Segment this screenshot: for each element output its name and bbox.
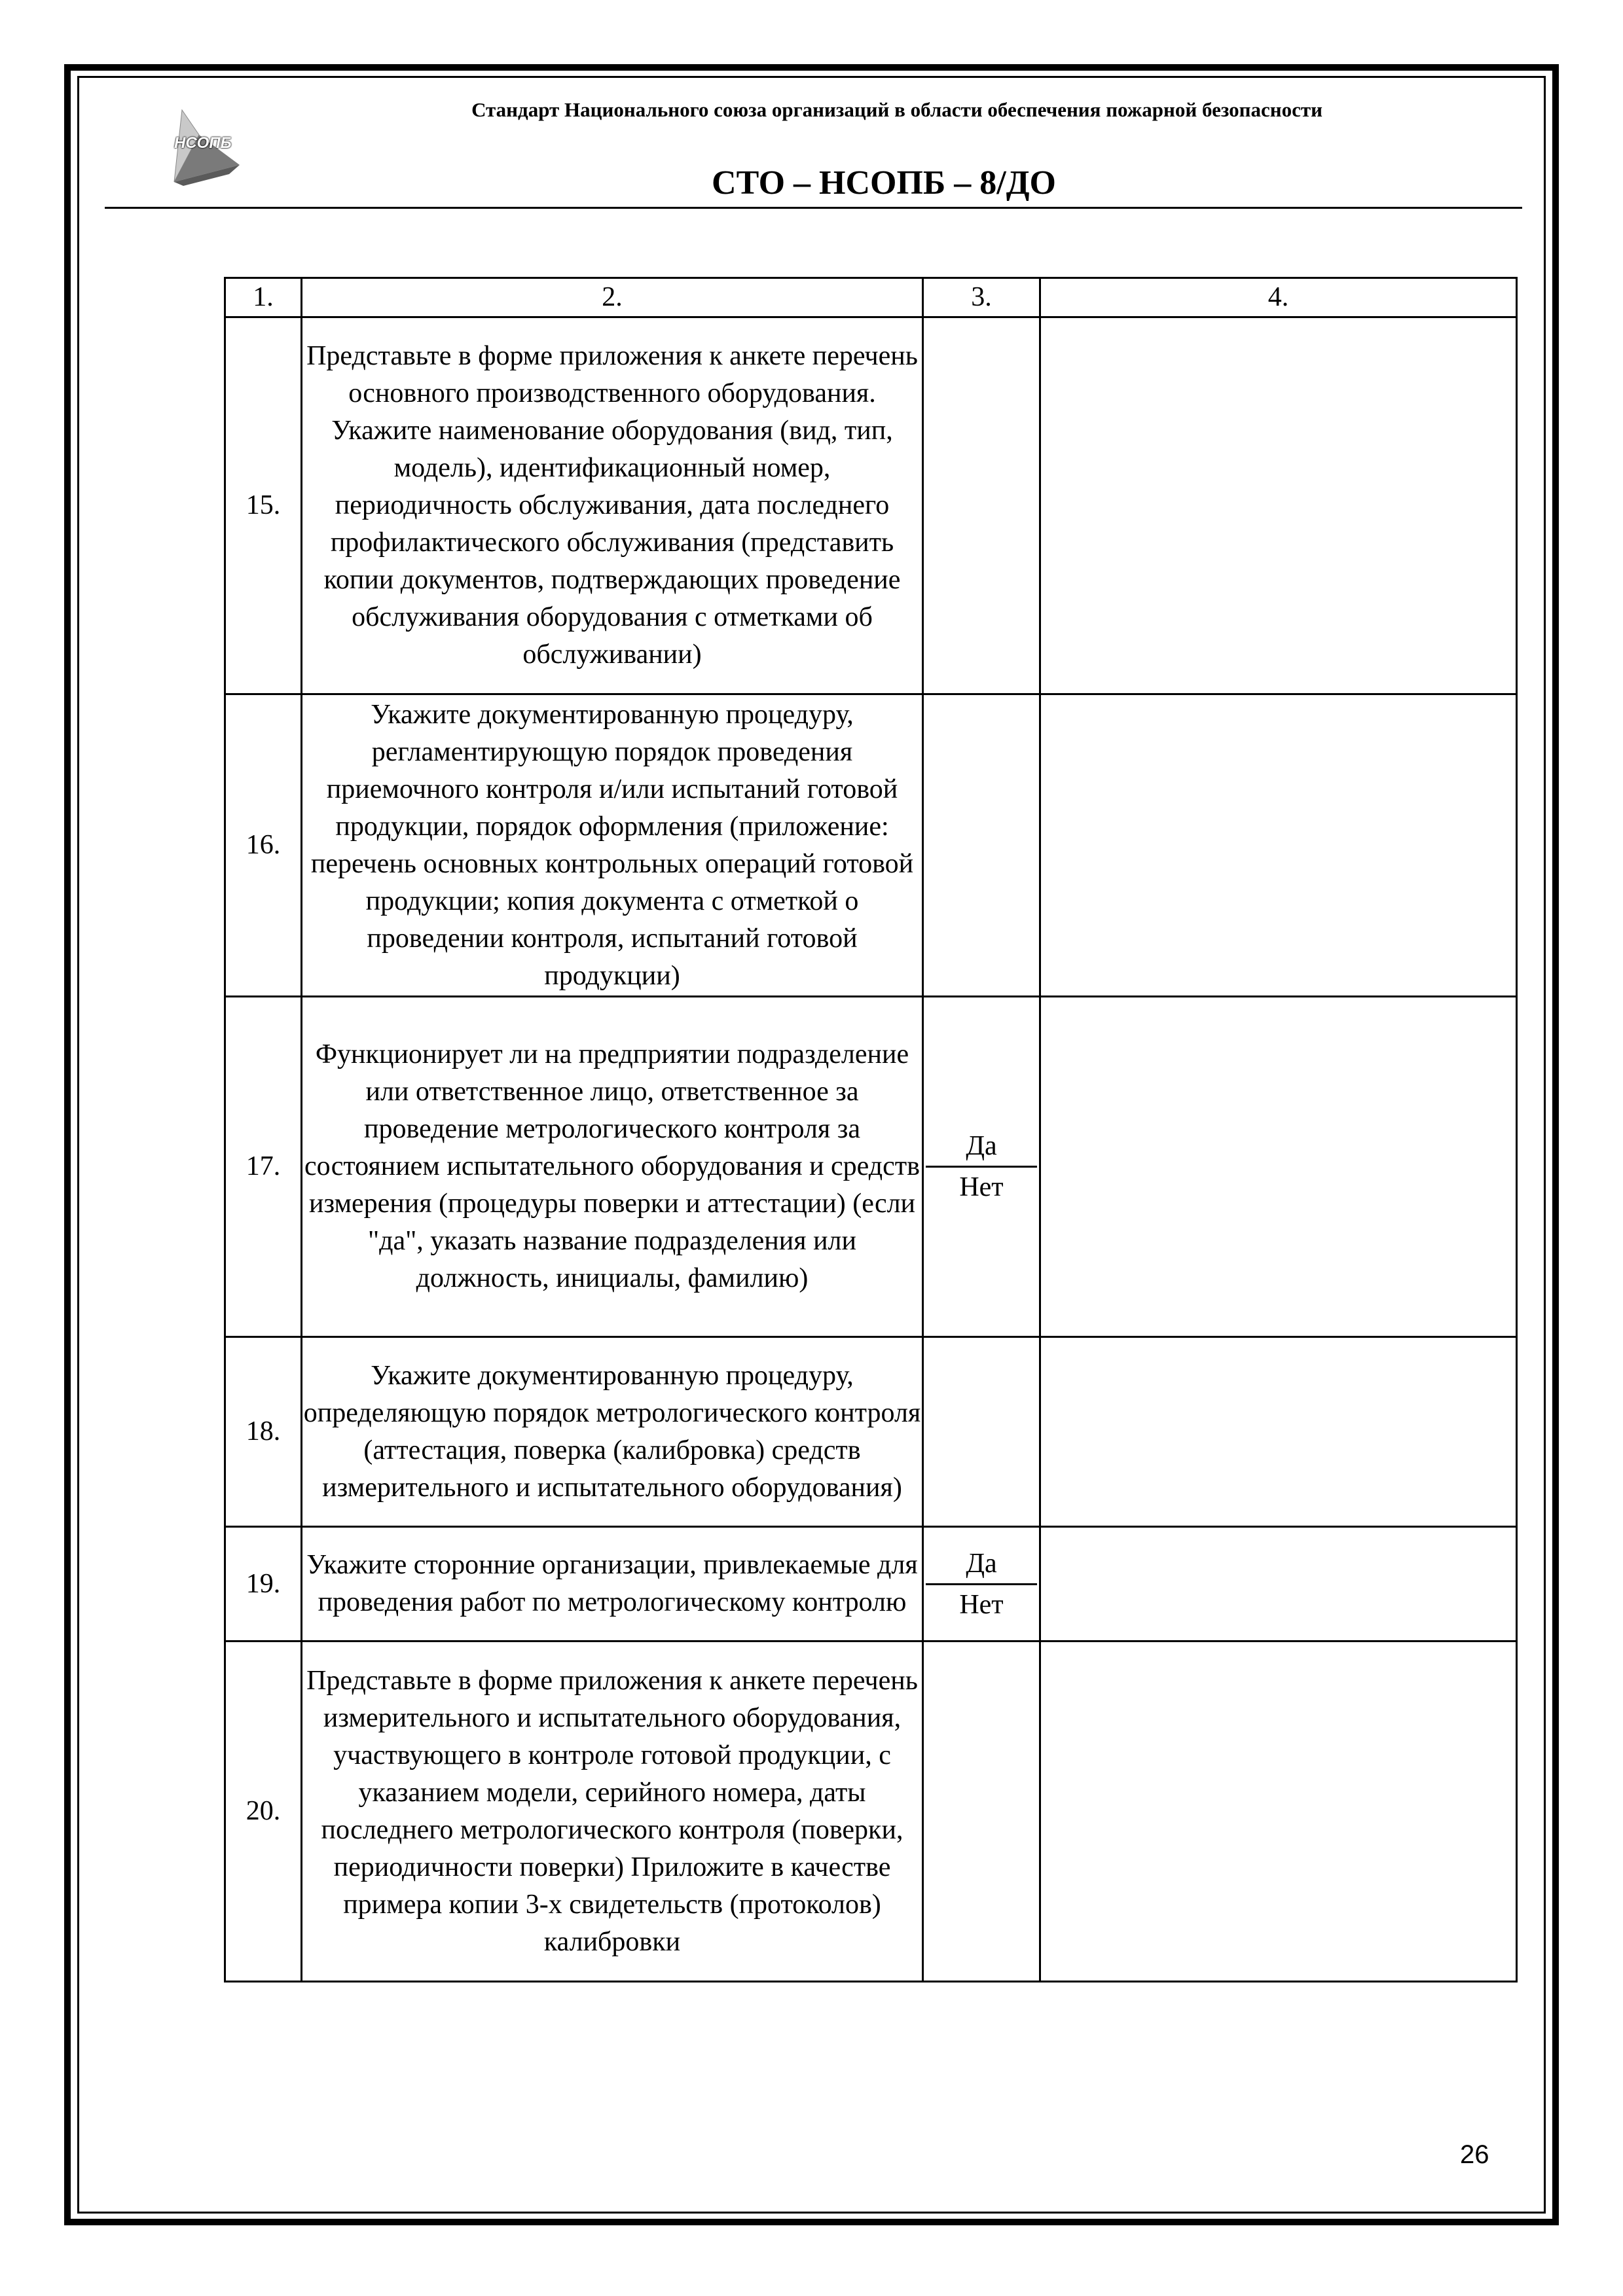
document-code: СТО – НСОПБ – 8/ДО bbox=[712, 164, 1056, 202]
answer-no[interactable]: Нет bbox=[959, 1172, 1004, 1202]
header-divider bbox=[105, 207, 1522, 209]
questionnaire-table bbox=[224, 277, 1518, 1982]
logo-text: НСОПБ bbox=[174, 134, 232, 152]
row-question: Укажите документированную процедуру, регламентирующую порядок проведения приемочного контроля и/или испытаний готовой продукции, порядок оформления (приложение: перечень основных контрольных операций готовой продукции; копия документа с отметкой о проведении контроля, испытаний готовой продукции) bbox=[302, 694, 923, 997]
answer-cell bbox=[923, 997, 1040, 1337]
note-cell[interactable] bbox=[1040, 694, 1517, 997]
row-number: 15. bbox=[225, 317, 302, 694]
row-number: 20. bbox=[225, 1641, 302, 1982]
answer-cell[interactable] bbox=[923, 317, 1040, 694]
row-question: Укажите сторонние организации, привлекаемые для проведения работ по метрологическому контролю bbox=[302, 1527, 923, 1641]
row-question: Представьте в форме приложения к анкете перечень основного производственного оборудования. Укажите наименование оборудования (вид, тип, модель), идентификационный номер, периодичность обслуживания, дата последнего профилактического обслуживания (представить копии документов, подтверждающих проведение обслуживания оборудования с отметками об обслуживании) bbox=[302, 317, 923, 694]
note-cell[interactable] bbox=[1040, 1527, 1517, 1641]
answer-cell[interactable] bbox=[923, 1337, 1040, 1527]
table-row bbox=[225, 1337, 1517, 1527]
table-row bbox=[225, 317, 1517, 694]
table-row bbox=[225, 1641, 1517, 1982]
table-header-row bbox=[225, 278, 1517, 317]
column-header-3: 3. bbox=[923, 278, 1040, 317]
answer-cell[interactable] bbox=[923, 1641, 1040, 1982]
note-cell[interactable] bbox=[1040, 1641, 1517, 1982]
answer-cell bbox=[923, 1527, 1040, 1641]
table-row bbox=[225, 694, 1517, 997]
row-number: 16. bbox=[225, 694, 302, 997]
note-cell[interactable] bbox=[1040, 997, 1517, 1337]
column-header-4: 4. bbox=[1040, 278, 1517, 317]
row-number: 17. bbox=[225, 997, 302, 1337]
row-number: 18. bbox=[225, 1337, 302, 1527]
row-number: 19. bbox=[225, 1527, 302, 1641]
answer-yes[interactable]: Да bbox=[926, 1126, 1037, 1168]
answer-cell[interactable] bbox=[923, 694, 1040, 997]
yes-no-choice bbox=[926, 1126, 1037, 1207]
row-question: Укажите документированную процедуру, определяющую порядок метрологического контроля (аттестация, поверка (калибровка) средств измерительного и испытательного оборудования) bbox=[302, 1337, 923, 1527]
row-question: Представьте в форме приложения к анкете перечень измерительного и испытательного оборудования, участвующего в контроле готовой продукции, с указанием модели, серийного номера, даты последнего метрологического контроля (поверки, периодичности поверки) Приложите в качестве примера копии 3-х свидетельств (протоколов) калибровки bbox=[302, 1641, 923, 1982]
column-header-2: 2. bbox=[302, 278, 923, 317]
note-cell[interactable] bbox=[1040, 317, 1517, 694]
row-question: Функционирует ли на предприятии подразделение или ответственное лицо, ответственное за проведение метрологического контроля за состоянием испытательного оборудования и средств измерения (процедуры поверки и аттестации) (если "да", указать название подразделения или должность, инициалы, фамилию) bbox=[302, 997, 923, 1337]
page-number: 26 bbox=[1460, 2140, 1489, 2169]
organization-name: Стандарт Национального союза организаций в области обеспечения пожарной безопасности bbox=[471, 98, 1322, 121]
note-cell[interactable] bbox=[1040, 1337, 1517, 1527]
table-row bbox=[225, 997, 1517, 1337]
yes-no-choice bbox=[926, 1544, 1037, 1624]
column-header-1: 1. bbox=[225, 278, 302, 317]
answer-no[interactable]: Нет bbox=[959, 1589, 1004, 1620]
table-row bbox=[225, 1527, 1517, 1641]
answer-yes[interactable]: Да bbox=[926, 1544, 1037, 1585]
